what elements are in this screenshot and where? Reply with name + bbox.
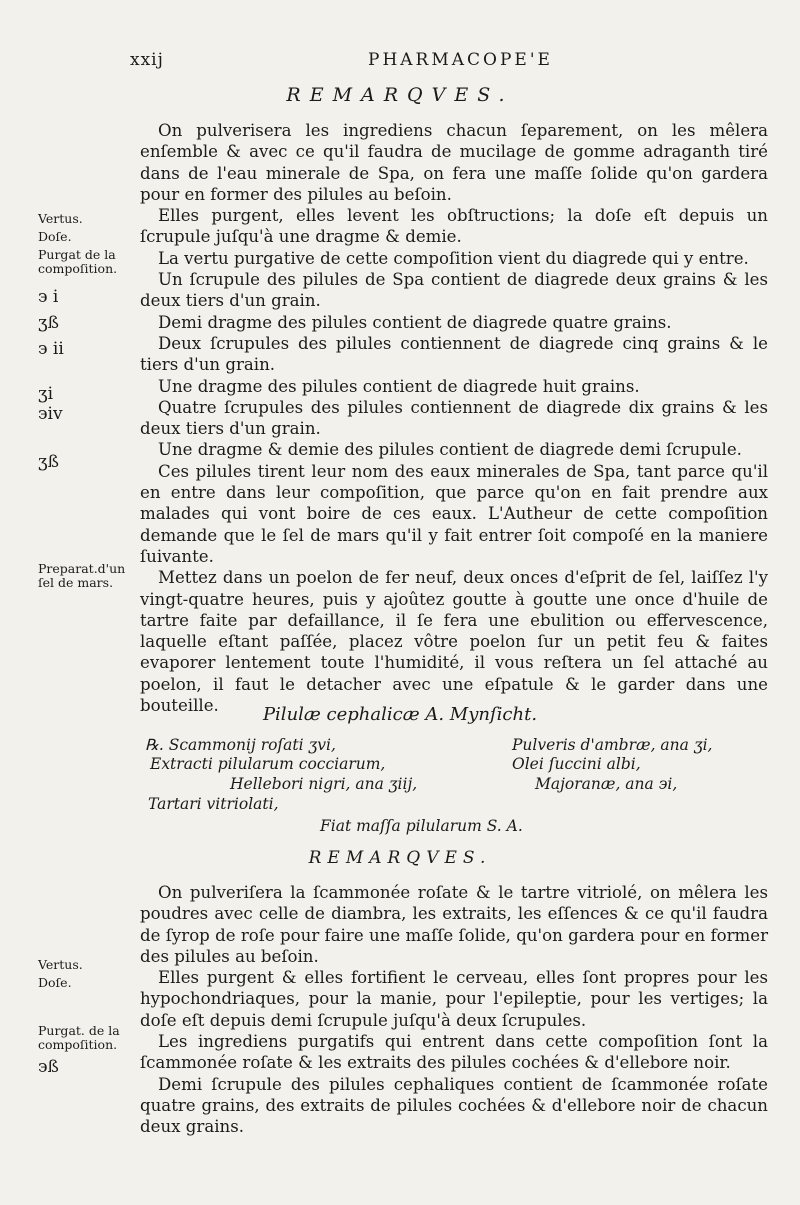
paragraph: Deux ſcrupules des pilules contiennent de diagrede cinq grains & le tiers d'un grain.: [140, 333, 768, 375]
recipe-line: Pulveris d'ambræ, ana ʒi,: [512, 736, 713, 754]
paragraph: Un ſcrupule des pilules de Spa contient de diagrede deux grains & les deux tiers d'un grain.: [140, 270, 768, 311]
paragraph: Une dragme des pilules contient de diagrede huit grains.: [158, 376, 640, 396]
margin-note-preparat: Preparat.d'un ſel de mars.: [38, 561, 126, 590]
margin-note-dose: Doſe.: [38, 975, 72, 990]
running-title: PHARMACOPE'E: [368, 50, 553, 70]
section2-body: [140, 882, 768, 1138]
paragraph: Une dragme & demie des pilules contient de diagrede demi ſcrupule.: [158, 440, 742, 460]
section1-body: [140, 120, 768, 716]
margin-note-purgat: Purgat. de la compoſition.: [38, 1023, 120, 1052]
paragraph: Elles purgent, elles levent les obſtructions; la doſe eſt depuis un ſcrupule juſqu'à une dragme & demie.: [140, 206, 768, 247]
paragraph: Mettez dans un poelon de fer neuf, deux onces d'eſprit de ſel, laiſſez l'y vingt-quatre heures, puis y ajoûtez goutte à goutte une once d'huile de tartre faite par defaillance, il ſe fera une ebulition ou effervescence, laquelle eſtant paſſée, placez vôtre poelon ſur un petit feu & faites evaporer lentement toute l'humidité, il vous reſtera un ſel attaché au poelon, il faut le detacher avec une eſpatule & le garder dans une bouteille.: [140, 568, 768, 716]
paragraph: Elles purgent & elles fortifient le cerveau, elles ſont propres pour les hypochondriaques, pour la manie, pour l'epileptie, pour les vertiges; la doſe eſt depuis demi ſcrupule juſqu'à deux ſcrupules.: [140, 968, 768, 1030]
margin-symbol: ϶iv: [38, 404, 63, 424]
recipe-line: Hellebori nigri, ana ʒiij,: [230, 775, 418, 793]
margin-symbol: ϶ß: [38, 1057, 59, 1077]
section-heading-1: REMARQVES.: [286, 84, 514, 106]
folio-number: xxij: [130, 50, 164, 70]
recipe-fiat: Fiat maſſa pilularum S. A.: [320, 817, 523, 835]
recipe-title: Pilulæ cephalicæ A. Mynſicht.: [262, 704, 538, 725]
recipe-line: Olei ſuccini albi,: [512, 755, 641, 773]
recipe-line: Majoranæ, ana ϶i,: [535, 775, 678, 793]
recipe-line: ℞. Scammonij roſati ʒvi,: [145, 736, 336, 754]
paragraph: La vertu purgative de cette compoſition vient du diagrede qui y entre.: [158, 248, 749, 268]
paragraph: On pulverisera les ingrediens chacun ſeparement, on les mêlera enſemble & avec ce qu'il faudra de mucilage de gomme adraganth tiré dans de l'eau minerale de Spa, on fera une maſſe ſolide qu'on gardera pour en former des pilules au beſoin.: [140, 121, 768, 204]
paragraph: Demi dragme des pilules contient de diagrede quatre grains.: [158, 312, 672, 332]
margin-note-dose: Doſe.: [38, 229, 72, 244]
margin-note-purgat: Purgat de la compoſition.: [38, 247, 118, 276]
recipe-line: Extracti pilularum cocciarum,: [150, 755, 386, 773]
margin-symbol: ϶ i: [38, 287, 59, 307]
page-header: [0, 50, 800, 76]
margin-symbol: ʒß: [38, 313, 59, 333]
paragraph: Ces pilules tirent leur nom des eaux minerales de Spa, tant parce qu'il en entre dans leur compoſition, que parce qu'on en fait prendre aux malades qui vont boire de ces eaux. L'Autheur de cette compoſition demande que le ſel de mars qu'il y fait entrer ſoit compoſé en la maniere ſuivante.: [140, 461, 768, 566]
margin-note-vertus: Vertus.: [38, 957, 83, 972]
margin-symbol: ʒß: [38, 452, 59, 472]
margin-symbol: ʒi: [38, 384, 54, 404]
margin-symbol: ϶ ii: [38, 339, 64, 359]
paragraph: Quatre ſcrupules des pilules contiennent de diagrede dix grains & les deux tiers d'un grain.: [140, 397, 768, 439]
recipe-line: Tartari vitriolati,: [148, 795, 279, 813]
section-heading-2: REMARQVES.: [308, 848, 492, 868]
margin-note-vertus: Vertus.: [38, 211, 83, 226]
paragraph: Demi ſcrupule des pilules cephaliques contient de ſcammonée roſate quatre grains, des extraits de pilules cochées & d'ellebore noir de chacun deux grains.: [140, 1074, 768, 1137]
paragraph: Les ingrediens purgatifs qui entrent dans cette compoſition ſont la ſcammonée roſate & les extraits des pilules cochées & d'ellebore noir.: [140, 1032, 768, 1073]
paragraph: On pulveriſera la ſcammonée roſate & le tartre vitriolé, on mêlera les poudres avec celle de diambra, les extraits, les eſſences & ce qu'il faudra de ſyrop de roſe pour faire une maſſe ſolide, qu'on gardera pour en former des pilules au beſoin.: [140, 883, 768, 966]
